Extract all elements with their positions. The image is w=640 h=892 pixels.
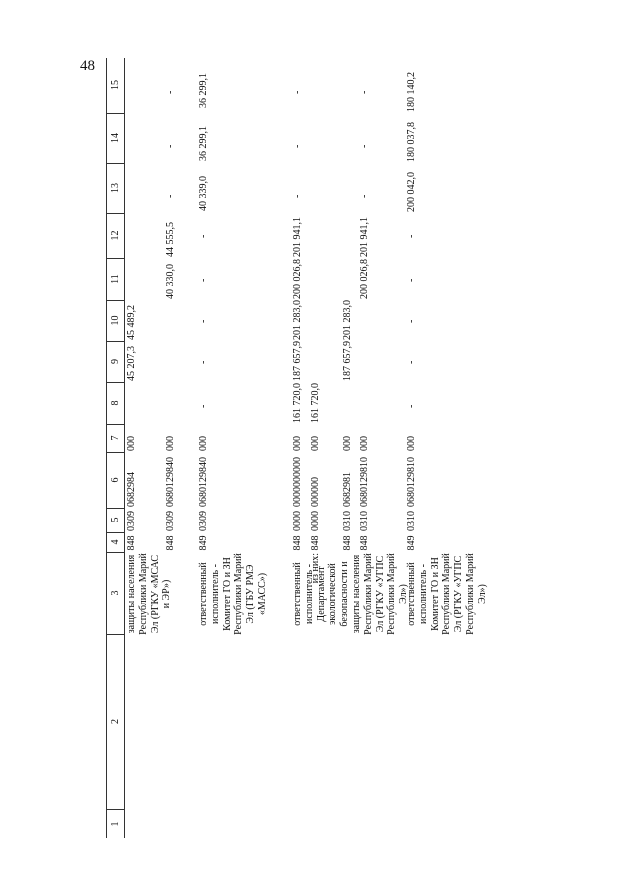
row-section: 0310 <box>342 511 353 531</box>
row-expense-type: 000 <box>359 436 370 451</box>
row-target: 0682981 <box>342 472 353 507</box>
row-expense-type: 000 <box>342 436 353 451</box>
row-description: ответственный исполнитель - Комитет ГО и ЗН Республики Марий Эл (ГБУ РМЭ «МАСС») <box>198 553 268 635</box>
table-row <box>310 58 332 838</box>
row-value-10: 201 283,0 <box>342 300 353 340</box>
row-description: ответственный исполнитель - Департамент экологической безопасности и защиты населения Республики Марий Эл (РГКУ «УГПС Республики Марий Эл») <box>292 553 410 635</box>
row-target: 000000 <box>310 477 321 507</box>
row-value-9: 45 207,3 <box>126 346 137 381</box>
row-value-15: - <box>292 90 303 94</box>
header-col-3: 3 <box>107 552 124 635</box>
row-value-11: 40 330,0 <box>165 264 176 299</box>
row-value-12: - <box>406 234 417 238</box>
row-value-15: 180 140,2 <box>406 72 417 112</box>
row-admin-code: 848 <box>292 535 303 551</box>
row-admin-code: 848 <box>165 535 176 551</box>
row-section: 0000 <box>310 511 321 531</box>
row-expense-type: 000 <box>310 436 321 451</box>
row-target: 0680129840 <box>198 457 209 507</box>
row-value-8: - <box>198 404 209 408</box>
row-section: 0310 <box>359 511 370 531</box>
header-col-7: 7 <box>107 424 124 453</box>
row-value-9: 187 657,9 <box>342 341 353 381</box>
row-description: из них: <box>310 553 321 584</box>
row-value-8: 161 720,0 <box>310 383 321 423</box>
table-row <box>406 58 516 838</box>
table-row <box>165 58 190 838</box>
header-col-15: 15 <box>107 57 124 114</box>
row-description: ответственный исполнитель - Комитет ГО и ЗН Республики Марий Эл (РГКУ «УГПС Республики Марий Эл») <box>406 553 488 635</box>
row-value-13: - <box>359 194 370 198</box>
row-admin-code: 848 <box>359 535 370 551</box>
row-value-11: 200 026,8 <box>359 259 370 299</box>
row-section: 0309 <box>198 511 209 531</box>
row-value-15: - <box>359 90 370 94</box>
row-value-11: - <box>406 278 417 282</box>
row-target: 0000000000 <box>292 457 303 507</box>
row-value-9: - <box>406 360 417 364</box>
header-col-8: 8 <box>107 382 124 425</box>
row-value-10: 201 283,0 <box>292 300 303 340</box>
row-value-12: 44 555,5 <box>165 222 176 257</box>
row-value-14: - <box>359 144 370 148</box>
row-value-10: - <box>406 319 417 323</box>
row-section: 0000 <box>292 511 303 531</box>
row-value-14: 180 037,8 <box>406 122 417 162</box>
row-value-9: - <box>198 360 209 364</box>
header-col-2: 2 <box>107 634 124 810</box>
row-section: 0309 <box>165 511 176 531</box>
row-value-14: 36 299,1 <box>198 126 209 161</box>
row-value-8: - <box>406 404 417 408</box>
row-value-12: 201 941,1 <box>359 217 370 257</box>
row-target: 0682984 <box>126 472 137 507</box>
row-value-9: 187 657,9 <box>292 341 303 381</box>
row-expense-type: 000 <box>406 436 417 451</box>
row-value-12: 201 941,1 <box>292 217 303 257</box>
row-admin-code: 848 <box>310 535 321 551</box>
row-value-14: - <box>165 144 176 148</box>
row-section: 0310 <box>406 511 417 531</box>
budget-table <box>106 58 546 838</box>
header-col-11: 11 <box>107 258 124 301</box>
table-header <box>106 58 125 838</box>
header-col-4: 4 <box>107 532 124 553</box>
row-admin-code: 848 <box>126 535 137 551</box>
row-target: 0680129810 <box>406 457 417 507</box>
row-value-11: - <box>198 278 209 282</box>
row-value-15: - <box>165 90 176 94</box>
row-value-13: 200 042,0 <box>406 172 417 212</box>
table-row <box>359 58 381 838</box>
row-value-10: - <box>198 319 209 323</box>
row-value-15: 36 299,1 <box>198 73 209 108</box>
row-target: 0680129810 <box>359 457 370 507</box>
row-admin-code: 849 <box>198 535 209 551</box>
header-col-1: 1 <box>110 821 121 827</box>
header-col-12: 12 <box>107 213 124 259</box>
header-col-9: 9 <box>107 341 124 383</box>
header-col-6: 6 <box>107 452 124 509</box>
page-number: 48 <box>80 58 95 74</box>
row-value-13: 40 339,0 <box>198 176 209 211</box>
row-value-10: 45 489,2 <box>126 305 137 340</box>
header-col-10: 10 <box>107 300 124 342</box>
row-expense-type: 000 <box>126 436 137 451</box>
row-expense-type: 000 <box>165 436 176 451</box>
header-col-13: 13 <box>107 163 124 214</box>
row-value-13: - <box>165 194 176 198</box>
row-value-14: - <box>292 144 303 148</box>
row-target: 0680129840 <box>165 457 176 507</box>
row-value-11: 200 026,8 <box>292 259 303 299</box>
row-value-12: - <box>198 234 209 238</box>
table-row <box>198 58 280 838</box>
header-col-14: 14 <box>107 113 124 164</box>
row-description: защиты населения Республики Марий Эл (РГКУ «МСАС и ЭР») <box>126 553 173 635</box>
row-value-13: - <box>292 194 303 198</box>
row-admin-code: 848 <box>342 535 353 551</box>
row-section: 0309 <box>126 511 137 531</box>
row-expense-type: 000 <box>292 436 303 451</box>
row-admin-code: 849 <box>406 535 417 551</box>
row-expense-type: 000 <box>198 436 209 451</box>
header-col-5: 5 <box>107 508 124 533</box>
row-value-8: 161 720,0 <box>292 383 303 423</box>
